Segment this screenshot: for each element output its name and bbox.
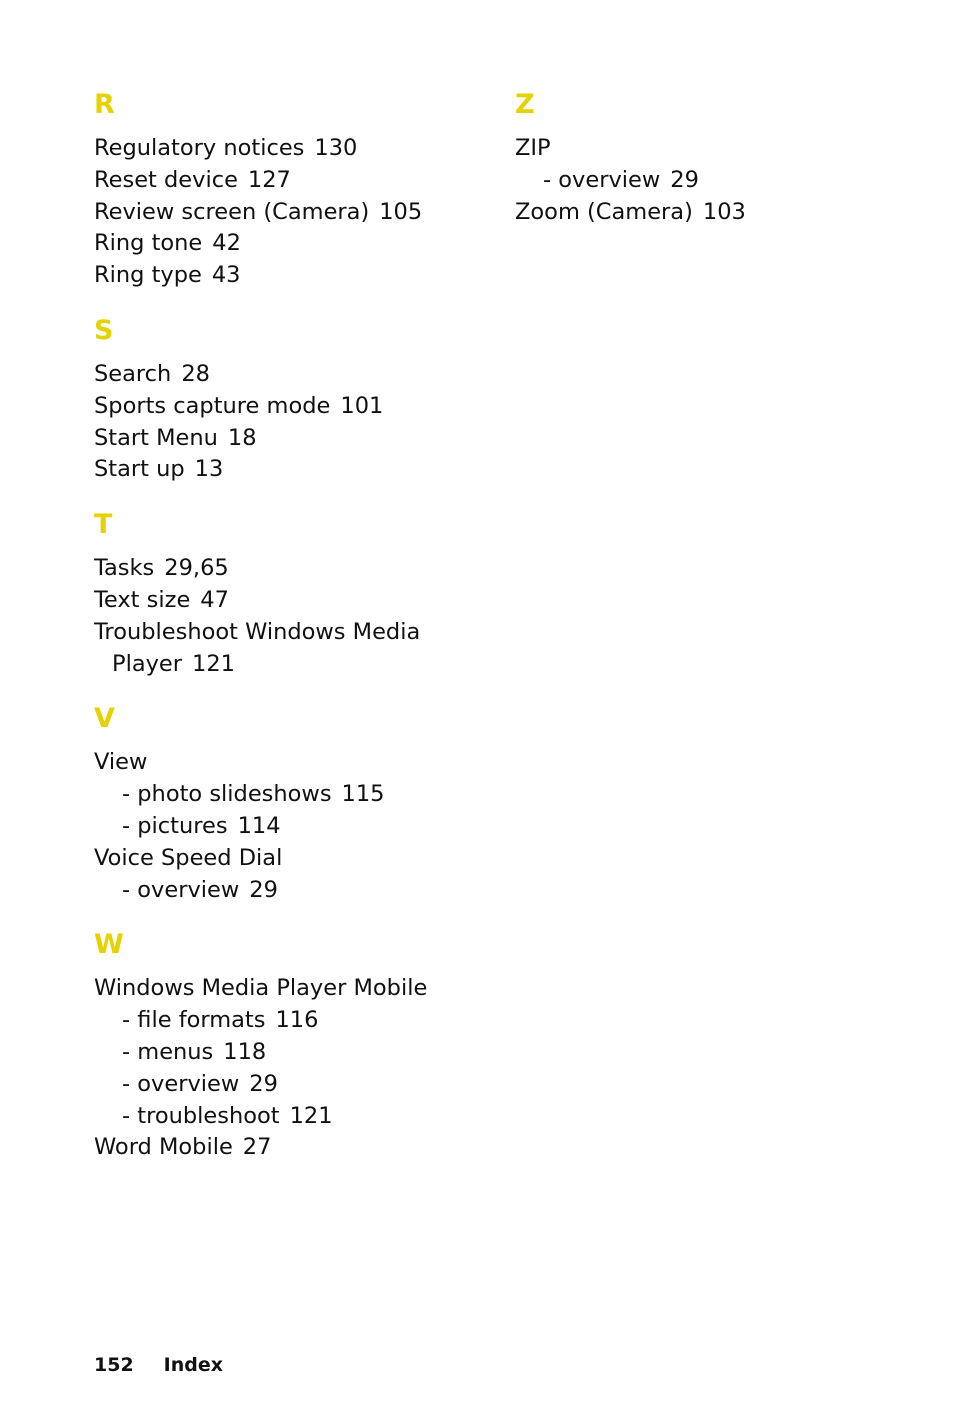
index-subentry xyxy=(94,1037,494,1069)
index-entry xyxy=(94,391,494,423)
index-subentry xyxy=(94,811,494,843)
entry-page-ref: 47 xyxy=(200,586,229,613)
section-letter-heading: V xyxy=(94,703,115,735)
entry-term: Word Mobile xyxy=(94,1134,233,1161)
index-column-right xyxy=(515,88,915,250)
entry-page-ref: 118 xyxy=(223,1038,267,1065)
index-entry xyxy=(94,165,494,197)
entry-page-ref: 127 xyxy=(247,166,291,193)
entry-term: - file formats xyxy=(122,1007,266,1034)
entry-term: ZIP xyxy=(515,135,551,161)
entry-page-ref: 29 xyxy=(670,166,699,193)
page-footer xyxy=(94,1353,223,1377)
entry-term: View xyxy=(94,749,148,776)
entry-page-ref: 13 xyxy=(194,456,224,483)
entry-term: Reset device xyxy=(94,166,238,193)
entry-term: - troubleshoot xyxy=(122,1102,280,1129)
index-entry xyxy=(94,197,494,229)
entry-page-ref: 103 xyxy=(702,198,746,225)
entry-term: Search xyxy=(94,360,172,387)
entry-page-ref: 105 xyxy=(379,198,423,225)
index-section xyxy=(94,314,494,486)
entry-term: Start up xyxy=(94,456,185,483)
entry-term: Tasks xyxy=(94,555,155,582)
entry-term: Ring tone xyxy=(94,230,203,257)
entry-term: Player xyxy=(112,650,183,677)
entry-term: Voice Speed Dial xyxy=(94,844,283,871)
index-section xyxy=(94,928,494,1164)
entry-term: - pictures xyxy=(122,812,228,839)
entry-page-ref: 43 xyxy=(211,262,241,289)
section-letter-heading: Z xyxy=(515,89,535,120)
index-subentry xyxy=(94,1069,494,1101)
entry-page-ref: 27 xyxy=(242,1134,272,1161)
entry-page-ref: 18 xyxy=(227,424,257,451)
entry-term: Sports capture mode xyxy=(94,392,331,419)
entry-page-ref: 121 xyxy=(192,650,235,677)
entry-term: Ring type xyxy=(94,262,202,289)
index-entry xyxy=(94,454,494,486)
entry-page-ref: 115 xyxy=(341,781,385,808)
entry-term: Start Menu xyxy=(94,424,218,451)
index-entry xyxy=(94,133,494,165)
index-section xyxy=(94,508,494,680)
index-column-left xyxy=(94,88,494,1186)
entry-term: Review screen (Camera) xyxy=(94,198,370,225)
entry-term: - overview xyxy=(122,876,240,903)
entry-page-ref: 114 xyxy=(237,812,281,839)
entry-page-ref: 28 xyxy=(181,360,210,387)
index-section xyxy=(515,88,915,228)
index-entry xyxy=(94,649,494,681)
index-subentry xyxy=(515,165,915,197)
index-subentry xyxy=(94,779,494,811)
entry-term: Regulatory notices xyxy=(94,135,305,161)
index-entry xyxy=(94,843,494,875)
index-entry xyxy=(94,1132,494,1164)
entry-page-ref: 29 xyxy=(249,876,278,903)
section-letter-heading: T xyxy=(94,509,113,541)
entry-page-ref: 121 xyxy=(289,1102,333,1129)
entry-term: - overview xyxy=(543,166,661,193)
footer-page-number: 152 xyxy=(94,1354,134,1376)
index-entry xyxy=(94,617,494,649)
entry-term: Windows Media Player Mobile xyxy=(94,975,428,1002)
entry-term: - overview xyxy=(122,1070,240,1097)
entry-page-ref: 29,65 xyxy=(164,555,229,582)
entry-term: Zoom (Camera) xyxy=(515,198,693,225)
entry-page-ref: 42 xyxy=(212,230,241,257)
index-entry xyxy=(94,260,494,292)
index-section xyxy=(94,702,494,906)
index-subentry xyxy=(94,875,494,907)
entry-page-ref: 29 xyxy=(249,1070,278,1097)
index-entry xyxy=(94,973,494,1005)
index-entry xyxy=(94,747,494,779)
index-entry xyxy=(515,197,915,229)
index-subentry xyxy=(94,1005,494,1037)
index-section xyxy=(94,88,494,292)
entry-term: Troubleshoot Windows Media xyxy=(94,618,421,645)
index-entry xyxy=(515,133,915,165)
section-letter-heading: S xyxy=(94,314,114,346)
index-entry xyxy=(94,423,494,455)
index-entry xyxy=(94,228,494,260)
entry-page-ref: 116 xyxy=(275,1007,319,1034)
section-letter-heading: R xyxy=(94,89,115,120)
section-letter-heading: W xyxy=(94,929,124,961)
index-entry xyxy=(94,553,494,585)
index-subentry xyxy=(94,1101,494,1133)
entry-term: - menus xyxy=(122,1038,214,1065)
entry-term: - photo slideshows xyxy=(122,781,332,808)
footer-title: Index xyxy=(163,1354,224,1376)
index-entry xyxy=(94,585,494,617)
entry-page-ref: 130 xyxy=(314,135,358,161)
entry-term: Text size xyxy=(94,586,191,613)
index-entry xyxy=(94,359,494,391)
entry-page-ref: 101 xyxy=(340,392,384,419)
